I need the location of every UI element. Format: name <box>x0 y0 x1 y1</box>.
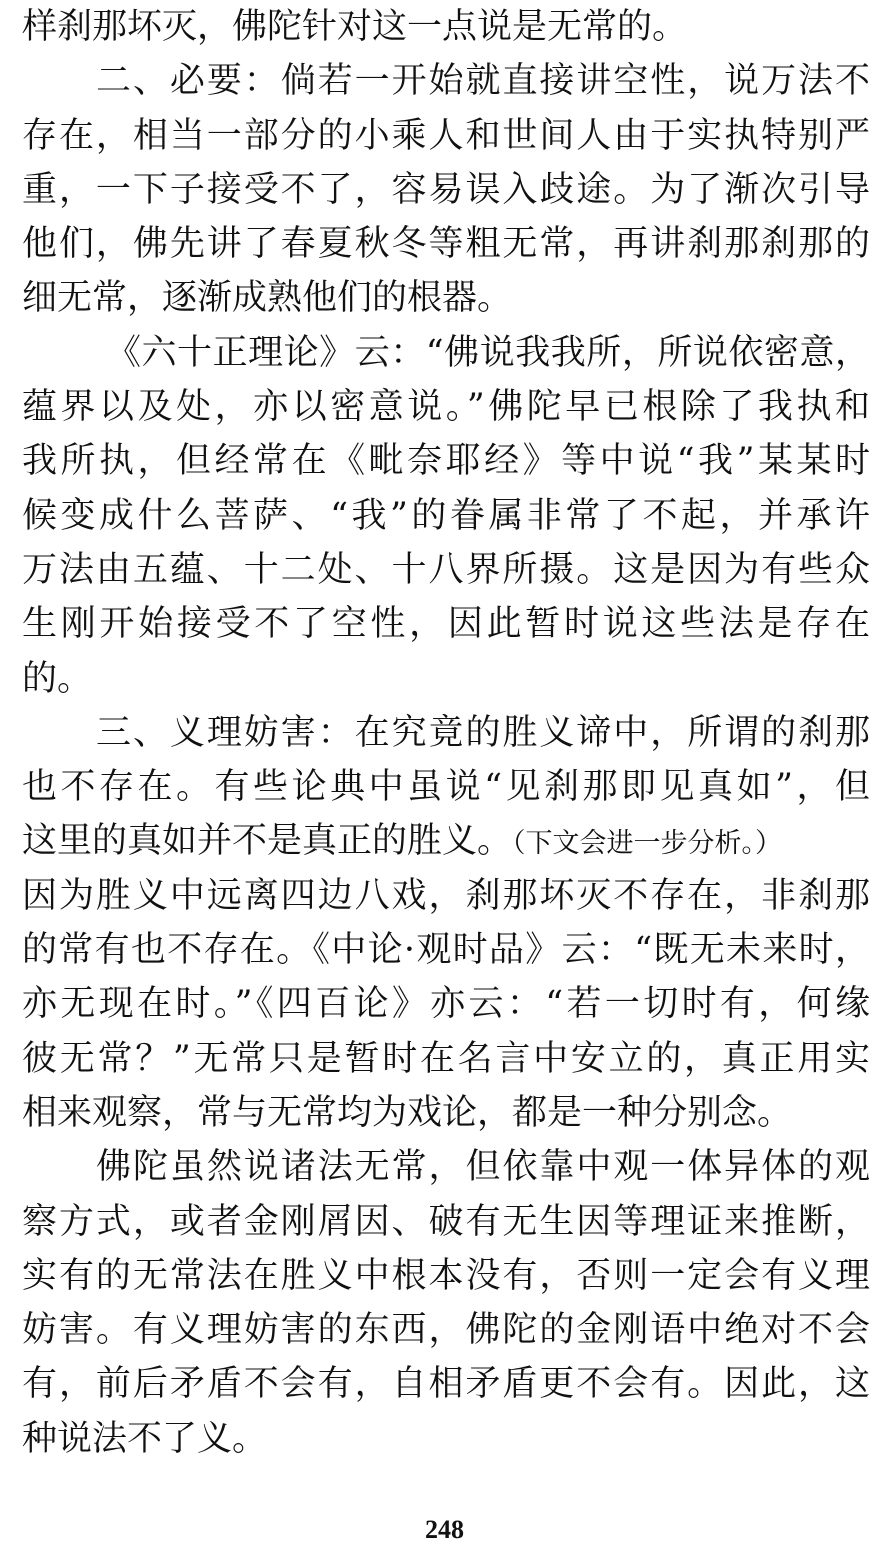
text-line: 我所执，但经常在《毗奈耶经》等中说“我”某某时 <box>22 441 870 482</box>
paragraph-necessity-line: 二、必要：倘若一开始就直接讲空性，说万法不 <box>96 61 870 102</box>
parenthetical-note: （下文会进一步分析。） <box>512 828 783 860</box>
text-line: 存在，相当一部分的小乘人和世间人由于实执特别严 <box>22 115 870 156</box>
text-line: 的常有也不存在。《中论·观时品》云：“既无未来时， <box>22 930 870 971</box>
text-line: 他们，佛先讲了春夏秋冬等粗无常，再讲刹那刹那的 <box>22 224 870 265</box>
page-number: 248 <box>425 1515 464 1544</box>
text-line: 重，一下子接受不了，容易误入歧途。为了渐次引导 <box>22 169 870 210</box>
text-line: 亦无现在时。”《四百论》亦云：“若一切时有，何缘 <box>22 984 870 1025</box>
text-line: 候变成什么菩萨、“我”的眷属非常了不起，并承许 <box>22 495 870 536</box>
text-segment: 这里的真如并不是真正的胜义。 <box>22 821 513 862</box>
text-line: 种说法不了义。 <box>22 1418 268 1459</box>
text-line: 的。 <box>22 658 93 699</box>
quote-line: 《六十正理论》云：“佛说我我所，所说依密意， <box>106 332 870 373</box>
text-line: 样刹那坏灭，佛陀针对这一点说是无常的。 <box>22 7 688 47</box>
text-line: 万法由五蕴、十二处、十八界所摄。这是因为有些众 <box>22 549 870 590</box>
paragraph-conclusion-line: 佛陀虽然说诸法无常，但依靠中观一体异体的观 <box>96 1147 870 1188</box>
text-line: 妨害。有义理妨害的东西，佛陀的金刚语中绝对不会 <box>22 1310 870 1351</box>
text-line: 实有的无常法在胜义中根本没有，否则一定会有义理 <box>22 1255 870 1296</box>
text-line-with-note <box>22 814 870 868</box>
text-line: 也不存在。有些论典中虽说“见刹那即见真如”，但 <box>22 767 870 808</box>
text-line: 有，前后矛盾不会有，自相矛盾更不会有。因此，这 <box>22 1364 870 1405</box>
text-line: 细无常，逐渐成熟他们的根器。 <box>22 278 513 319</box>
text-line: 察方式，或者金刚屑因、破有无生因等理证来推断， <box>22 1201 870 1242</box>
text-line: 彼无常？”无常只是暂时在名言中安立的，真正用实 <box>22 1038 870 1079</box>
text-line: 相来观察，常与无常均为戏论，都是一种分别念。 <box>22 1092 793 1133</box>
text-line: 生刚开始接受不了空性，因此暂时说这些法是存在 <box>22 604 870 645</box>
body-text <box>22 0 870 1466</box>
text-line: 因为胜义中远离四边八戏，刹那坏灭不存在，非刹那 <box>22 875 870 916</box>
text-line: 蕴界以及处，亦以密意说。”佛陀早已根除了我执和 <box>22 387 870 428</box>
paragraph-reasoning-line: 三、义理妨害：在究竟的胜义谛中，所谓的刹那 <box>96 712 870 753</box>
